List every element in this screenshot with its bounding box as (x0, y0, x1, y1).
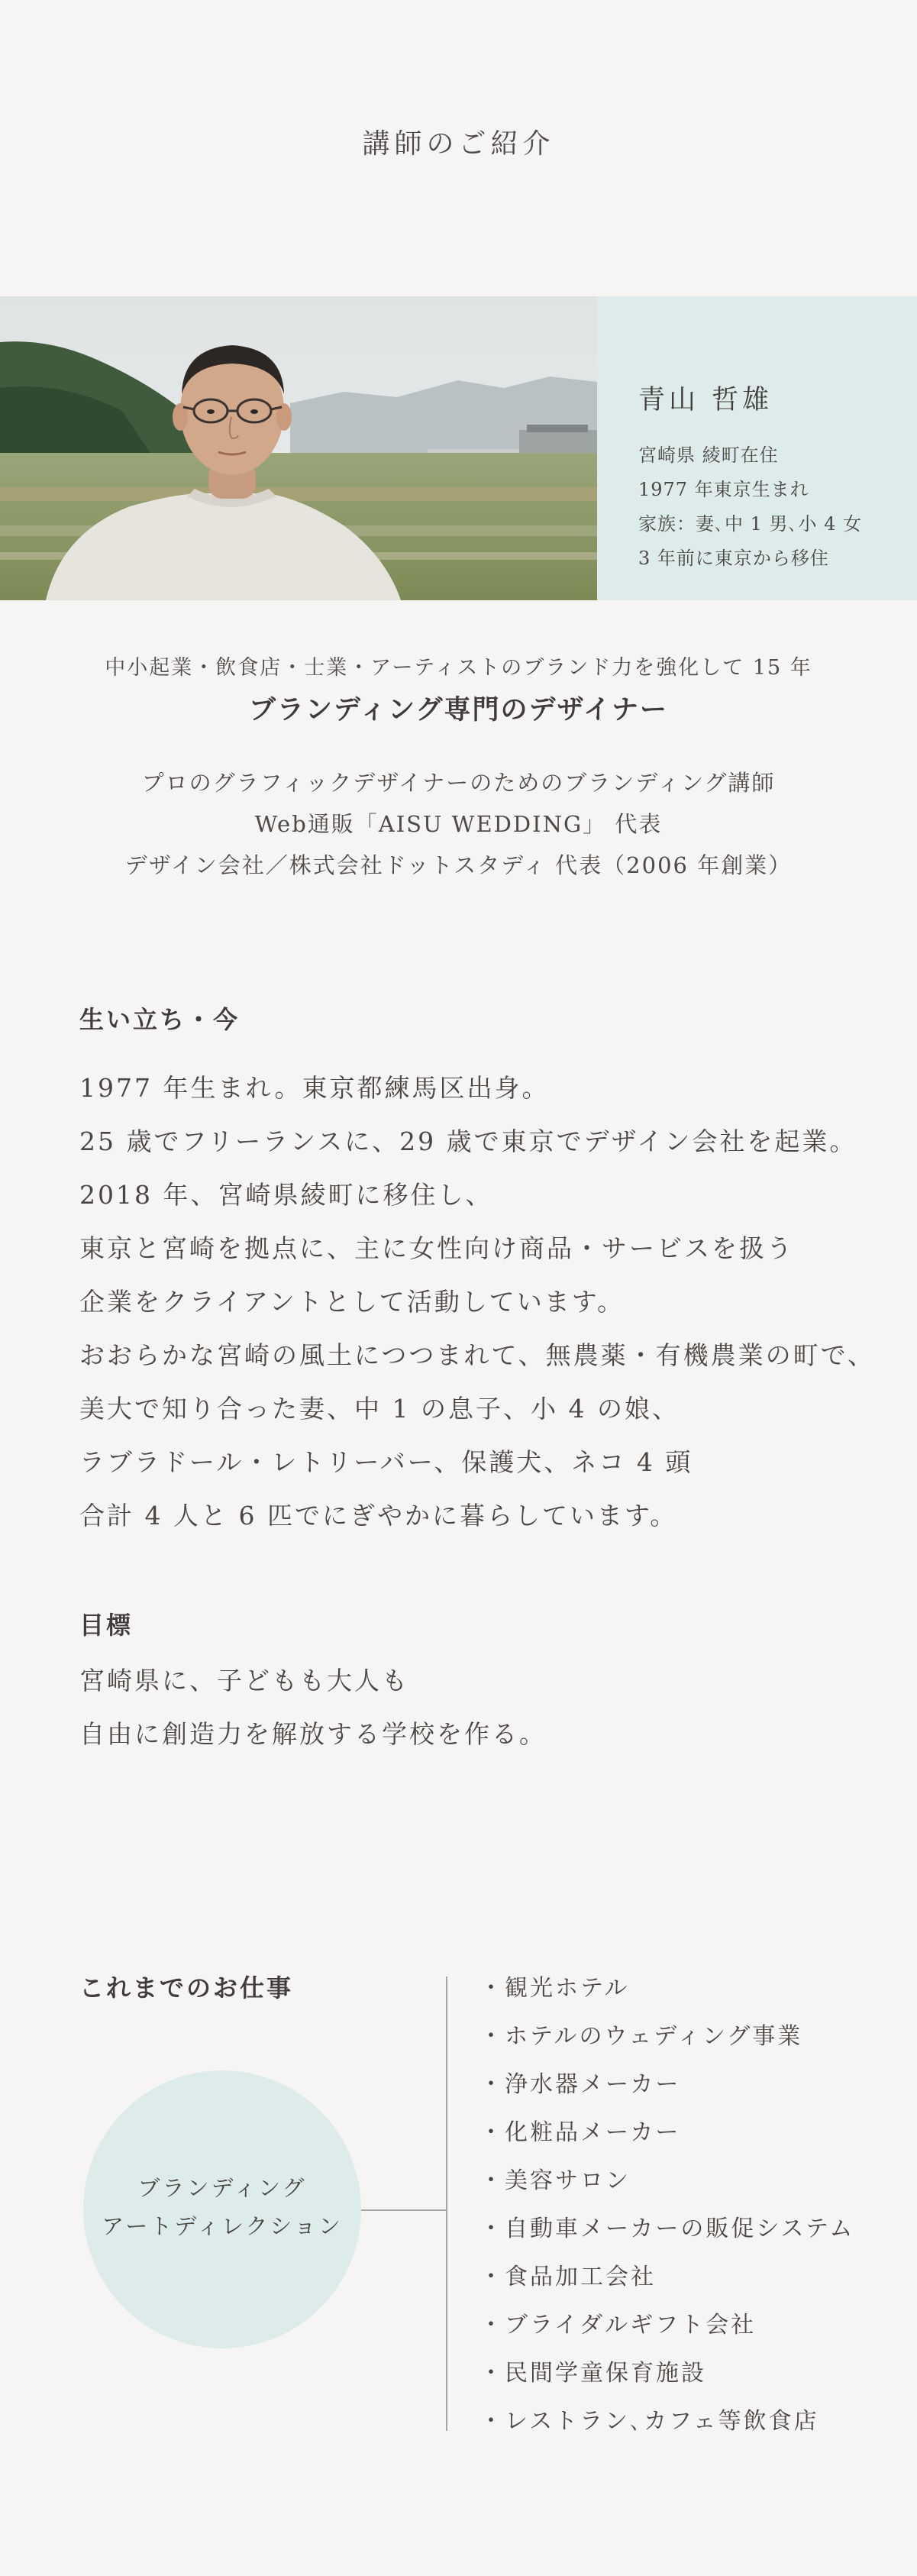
profile-details (638, 438, 862, 576)
works-item: ・ レストラン､カフェ等飲食店 (479, 2397, 854, 2445)
intro-headline: ブランディング専門のデザイナー (248, 694, 669, 726)
intro-subtitle: 中小起業・飲食店・士業・アーティストのブランド力を強化して 15 年 (105, 656, 812, 680)
branding-circle-label (83, 2169, 361, 2245)
profile-section (0, 296, 917, 600)
roles-list (0, 762, 917, 886)
role-item: プロのグラフィックデザイナーのためのブランディング講師 (141, 770, 776, 796)
works-item: ・ ホテルのウェディング事業 (479, 2012, 854, 2060)
role-item: Web通販「AISU WEDDING」 代表 (254, 811, 663, 837)
history-line: 2018 年、宮崎県綾町に移住し、 (79, 1180, 493, 1210)
goal-text (79, 1654, 547, 1761)
instructor-name: 青山 哲雄 (638, 385, 773, 415)
works-item: ・ 自動車メーカーの販促システム (479, 2205, 854, 2253)
works-item: ・ 浄水器メーカー (479, 2060, 854, 2109)
works-item: ・ 美容サロン (479, 2157, 854, 2205)
works-item: ・ ブライダルギフト会社 (479, 2301, 854, 2349)
goal-heading: 目標 (79, 1611, 134, 1640)
goal-line: 自由に創造力を解放する学校を作る。 (79, 1719, 547, 1749)
instructor-photo (0, 296, 597, 600)
history-line: 1977 年生まれ。東京都練馬区出身。 (79, 1073, 550, 1103)
profile-info-box (597, 296, 917, 600)
works-item: ・ 食品加工会社 (479, 2253, 854, 2301)
works-item: ・ 観光ホテル (479, 1964, 854, 2012)
circle-line: アートディレクション (102, 2213, 343, 2239)
works-list (479, 1964, 854, 2445)
works-item: ・ 化粧品メーカー (479, 2109, 854, 2157)
history-line: おおらかな宮崎の風土につつまれて、無農薬・有機農業の町で、 (79, 1340, 876, 1370)
history-line: 東京と宮崎を拠点に、主に女性向け商品・サービスを扱う (79, 1233, 794, 1263)
profile-detail-residence: 宮崎県 綾町在住 (638, 444, 779, 466)
history-text (79, 1062, 875, 1543)
works-heading: これまでのお仕事 (79, 1973, 294, 2002)
connector-line (361, 2209, 447, 2211)
history-line: 美大で知り合った妻、中 1 の息子、小 4 の娘、 (79, 1394, 680, 1424)
profile-detail-relocation: 3 年前に東京から移住 (638, 548, 829, 569)
profile-detail-birth: 1977 年東京生まれ (638, 479, 809, 500)
history-line: 25 歳でフリーランスに、29 歳で東京でデザイン会社を起業。 (79, 1126, 857, 1156)
history-line: 企業をクライアントとして活動しています。 (79, 1287, 625, 1317)
role-item: デザイン会社／株式会社ドットスタディ 代表（2006 年創業） (124, 852, 793, 878)
history-line: 合計 4 人と 6 匹でにぎやかに暮らしています。 (79, 1501, 678, 1530)
history-line: ラブラドール・レトリーバー、保護犬、ネコ 4 頭 (79, 1447, 693, 1477)
profile-detail-family: 家族：妻､中 1 男､小 4 女 (638, 513, 863, 535)
goal-line: 宮崎県に、子どもも大人も (79, 1666, 409, 1695)
circle-line: ブランディング (137, 2175, 307, 2201)
history-heading: 生い立ち・今 (79, 1005, 241, 1034)
page-title: 講師のご紹介 (362, 128, 555, 160)
works-divider-line (446, 1976, 447, 2431)
works-item: ・ 民間学童保育施設 (479, 2349, 854, 2397)
